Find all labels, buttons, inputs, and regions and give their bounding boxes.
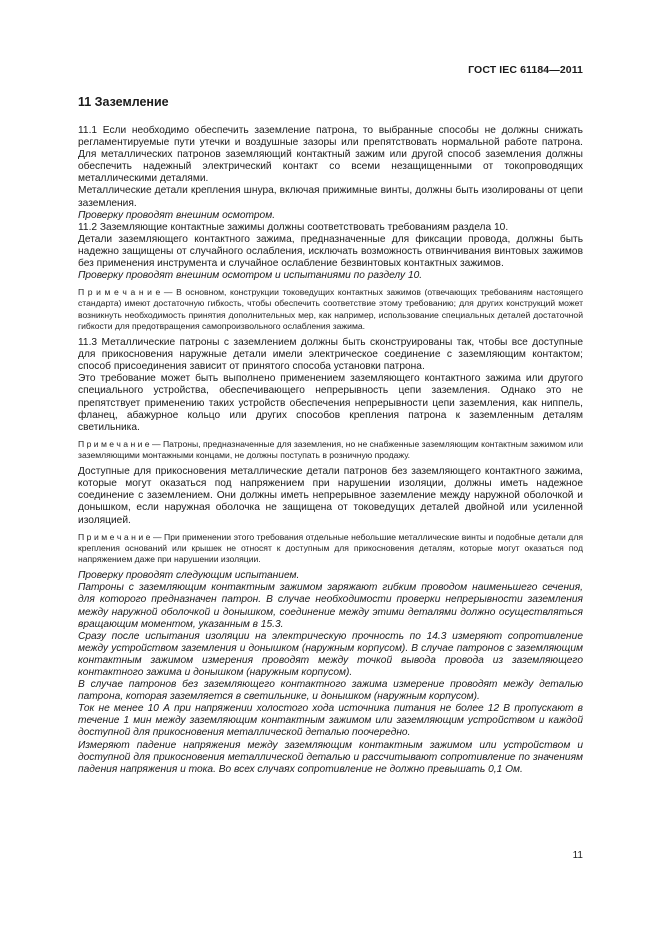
check-statement: Проверку проводят внешним осмотром. bbox=[78, 209, 276, 221]
check-statement: Проверку проводят следующим испытанием. bbox=[78, 570, 300, 582]
paragraph-11-1: 11.1 Если необходимо обеспечить заземление патрона, то выбранные способы не должны снижать регламентируемые пути утечки и воздушные зазоры или препятствовать нормальной работе патрона. Для металлических патронов заземляющий контактный зажим или другой способ заземления должны обеспечить надежный электрический контакт со всеми незащищенными от токопроводящих металлическими деталями. bbox=[78, 125, 583, 185]
check-statement: Проверку проводят внешним осмотром и испытаниями по разделу 10. bbox=[78, 270, 423, 282]
paragraph: Металлические детали крепления шнура, включая прижимные винты, должны быть изолированы от цепи заземления. bbox=[78, 185, 583, 209]
note: П р и м е ч а н и е — Патроны, предназначенные для заземления, но не снабженные заземляющим контактным зажимом или заземляющими монтажными концами, не должны поступать в розничную продажу. bbox=[78, 438, 583, 460]
paragraph-11-2: 11.2 Заземляющие контактные зажимы должны соответствовать требованиям раздела 10. bbox=[78, 221, 509, 233]
test-procedure: В случае патронов без заземляющего контактного зажима измерение проводят между деталью патрона, которая заземляется в светильнике, и донышком (наружным корпусом). bbox=[78, 679, 583, 703]
document-header: ГОСТ IEC 61184—2011 bbox=[468, 64, 583, 76]
paragraph-11-3: 11.3 Металлические патроны с заземлением должны быть сконструированы так, чтобы все доступные для прикосновения наружные детали имели электрическое соединение с заземляющим контактом; способ присоединения зависит от принятого способа установки патрона. bbox=[78, 337, 583, 373]
test-procedure: Измеряют падение напряжения между заземляющим контактным зажимом или устройством и доступной для прикосновения металлической деталью и рассчитывают сопротивление по значениям падения напряжения и тока. Во всех случаях сопротивление не должно превышать 0,1 Ом. bbox=[78, 739, 583, 775]
test-procedure: Сразу после испытания изоляции на электрическую прочность по 14.3 измеряют сопротивление между устройством заземления и донышком (наружным корпусом). В случае патронов с заземляющим контактным зажимом измерения проводят между точкой вывода провода из заземляющего контактного зажима и донышком (наружным корпусом). bbox=[78, 630, 583, 679]
page-number: 11 bbox=[572, 850, 583, 861]
test-procedure: Патроны с заземляющим контактным зажимом заряжают гибким проводом наименьшего сечения, для которого предназначен патрон. В случае необходимости проверки непрерывности заземления между наружной оболочкой и донышком, соединение между этими деталями должно осуществляться вращающим моментом, указанным в 15.3. bbox=[78, 582, 583, 630]
paragraph: Доступные для прикосновения металлические детали патронов без заземляющего контактного зажима, которые могут оказаться под напряжением при нарушении изоляции, должны иметь надежное соединение с заземлением. Они должны иметь непрерывное заземление между наружной оболочкой и донышком, если наружная оболочка не защищена от токоведущих деталей двойной или усиленной изоляцией. bbox=[78, 466, 583, 526]
note: П р и м е ч а н и е — При применении этого требования отдельные небольшие металлические винты и подобные детали для крепления оснований или крышек не относят к доступным для прикосновения деталям, которые могут оказаться под напряжением даже при нарушении изоляции. bbox=[78, 531, 583, 565]
test-procedure: Ток не менее 10 А при напряжении холостого хода источника питания не более 12 В пропускают в течение 1 мин между заземляющим контактным зажимом или заземляющим устройством и каждой доступной для прикосновения металлической деталью поочередно. bbox=[78, 703, 583, 739]
note: П р и м е ч а н и е — В основном, конструкции токоведущих контактных зажимов (отвечающих требованиям настоящего стандарта) имеют достаточную гибкость, чтобы обеспечить соответствие этому требованию; для других конструкций может возникнуть необходимость принятия дополнительных мер, как например, использование специальных деталей достаточной гибкости для предотвращения самопроизвольного ослабления зажима. bbox=[78, 287, 583, 331]
section-title: 11 Заземление bbox=[78, 95, 169, 109]
paragraph: Это требование может быть выполнено применением заземляющего контактного зажима или другого специального устройства, обеспечивающего непрерывность цепи заземления. Однако это не препятствует применению таких устройств обеспечения непрерывности цепи заземления, как ниппель, фланец, абажурное кольцо или других способов крепления патрона к заземленным деталям светильника. bbox=[78, 373, 583, 433]
section-body bbox=[78, 125, 583, 776]
paragraph: Детали заземляющего контактного зажима, предназначенные для фиксации провода, должны быть надежно защищены от случайного ослабления, исключать возможность отвинчивания винтовых зажимов без применения инструмента и случайное ослабление безвинтовых контактных зажимов. bbox=[78, 233, 583, 270]
